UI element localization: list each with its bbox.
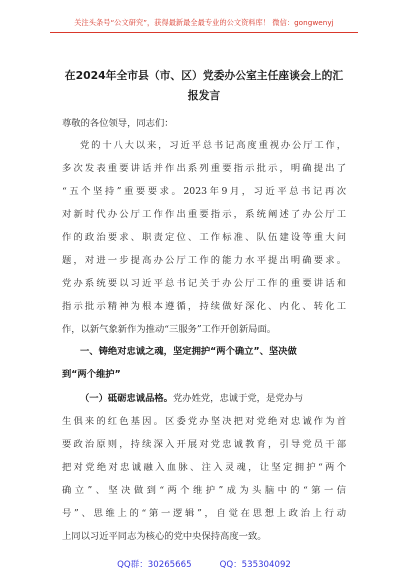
subsection-1-first-text: 党办姓党，忠诚于党，是党办与 bbox=[172, 393, 304, 404]
header-divider bbox=[50, 32, 358, 33]
paragraph-2-line: 生俱来的红色基因。区委党办坚决把对党绝对忠诚作为首 bbox=[62, 416, 346, 427]
paragraph-1-line: 指示批示精神为根本遵循，持续做好深化、内化、转化工 bbox=[62, 301, 346, 312]
section-1-heading-continued: 到“两个维护” bbox=[62, 369, 121, 380]
paragraph-1-line: 题，对进一步提高办公厅工作的能力水平提出明确要求。 bbox=[62, 255, 346, 266]
paragraph-2-line: 确立”、坚决做到“两个维护”成为头脑中的“第一信 bbox=[62, 485, 346, 496]
paragraph-1-line: “五个坚持”重要要求。2023年9月，习近平总书记再次 bbox=[62, 186, 346, 197]
paragraph-1-line: 党的十八大以来，习近平总书记高度重视办公厅工作， bbox=[80, 140, 346, 151]
header-banner: 关注头条号“公文研究”，获得最新最全最专业的公文资料库！ 微信：gongwenyj bbox=[74, 18, 334, 27]
paragraph-1-line: 多次发表重要讲话并作出系列重要指示批示，明确提出了 bbox=[62, 163, 346, 174]
paragraph-1-line: 作，以新气象新作为推动“三服务”工作开创新局面。 bbox=[62, 324, 277, 335]
paragraph-1-line: 党办系统要以习近平总书记关于办公厅工作的重要讲话和 bbox=[62, 278, 346, 289]
paragraph-1-line: 作的政治要求、职责定位、工作标准、队伍建设等重大问 bbox=[62, 232, 346, 243]
paragraph-2-line: 把对党绝对忠诚融入血脉、注入灵魂，让坚定拥护“两个 bbox=[62, 462, 346, 473]
subsection-1-label: （一）砥砺忠诚品格。 bbox=[80, 393, 173, 404]
paragraph-2-line: 号”、思维上的“第一逻辑”，自觉在思想上政治上行动 bbox=[62, 508, 346, 519]
document-title bbox=[44, 66, 364, 106]
footer-qq-group: QQ群：30265665 bbox=[117, 560, 192, 570]
document-title-line-1: 在2024年全市县（市、区）党委办公室主任座谈会上的汇 bbox=[64, 69, 344, 82]
footer-contact bbox=[0, 558, 408, 570]
paragraph-2-line: 要政治原则，持续深入开展对党忠诚教育，引导党员干部 bbox=[62, 439, 346, 450]
paragraph-1-line: 对新时代办公厅工作作出重要指示，系统阐述了办公厅工 bbox=[62, 209, 346, 220]
subsection-1-first-line bbox=[80, 392, 346, 406]
document-title-line-2: 报发言 bbox=[187, 89, 221, 102]
paragraph-2-line: 上同以习近平同志为核心的党中央保持高度一致。 bbox=[62, 531, 267, 542]
greeting: 尊敬的各位领导，同志们： bbox=[62, 118, 174, 129]
footer-qq: QQ：535304092 bbox=[219, 560, 291, 570]
section-1-heading: 一、铸绝对忠诚之魂，坚定拥护“两个确立”、坚决做 bbox=[80, 346, 297, 357]
